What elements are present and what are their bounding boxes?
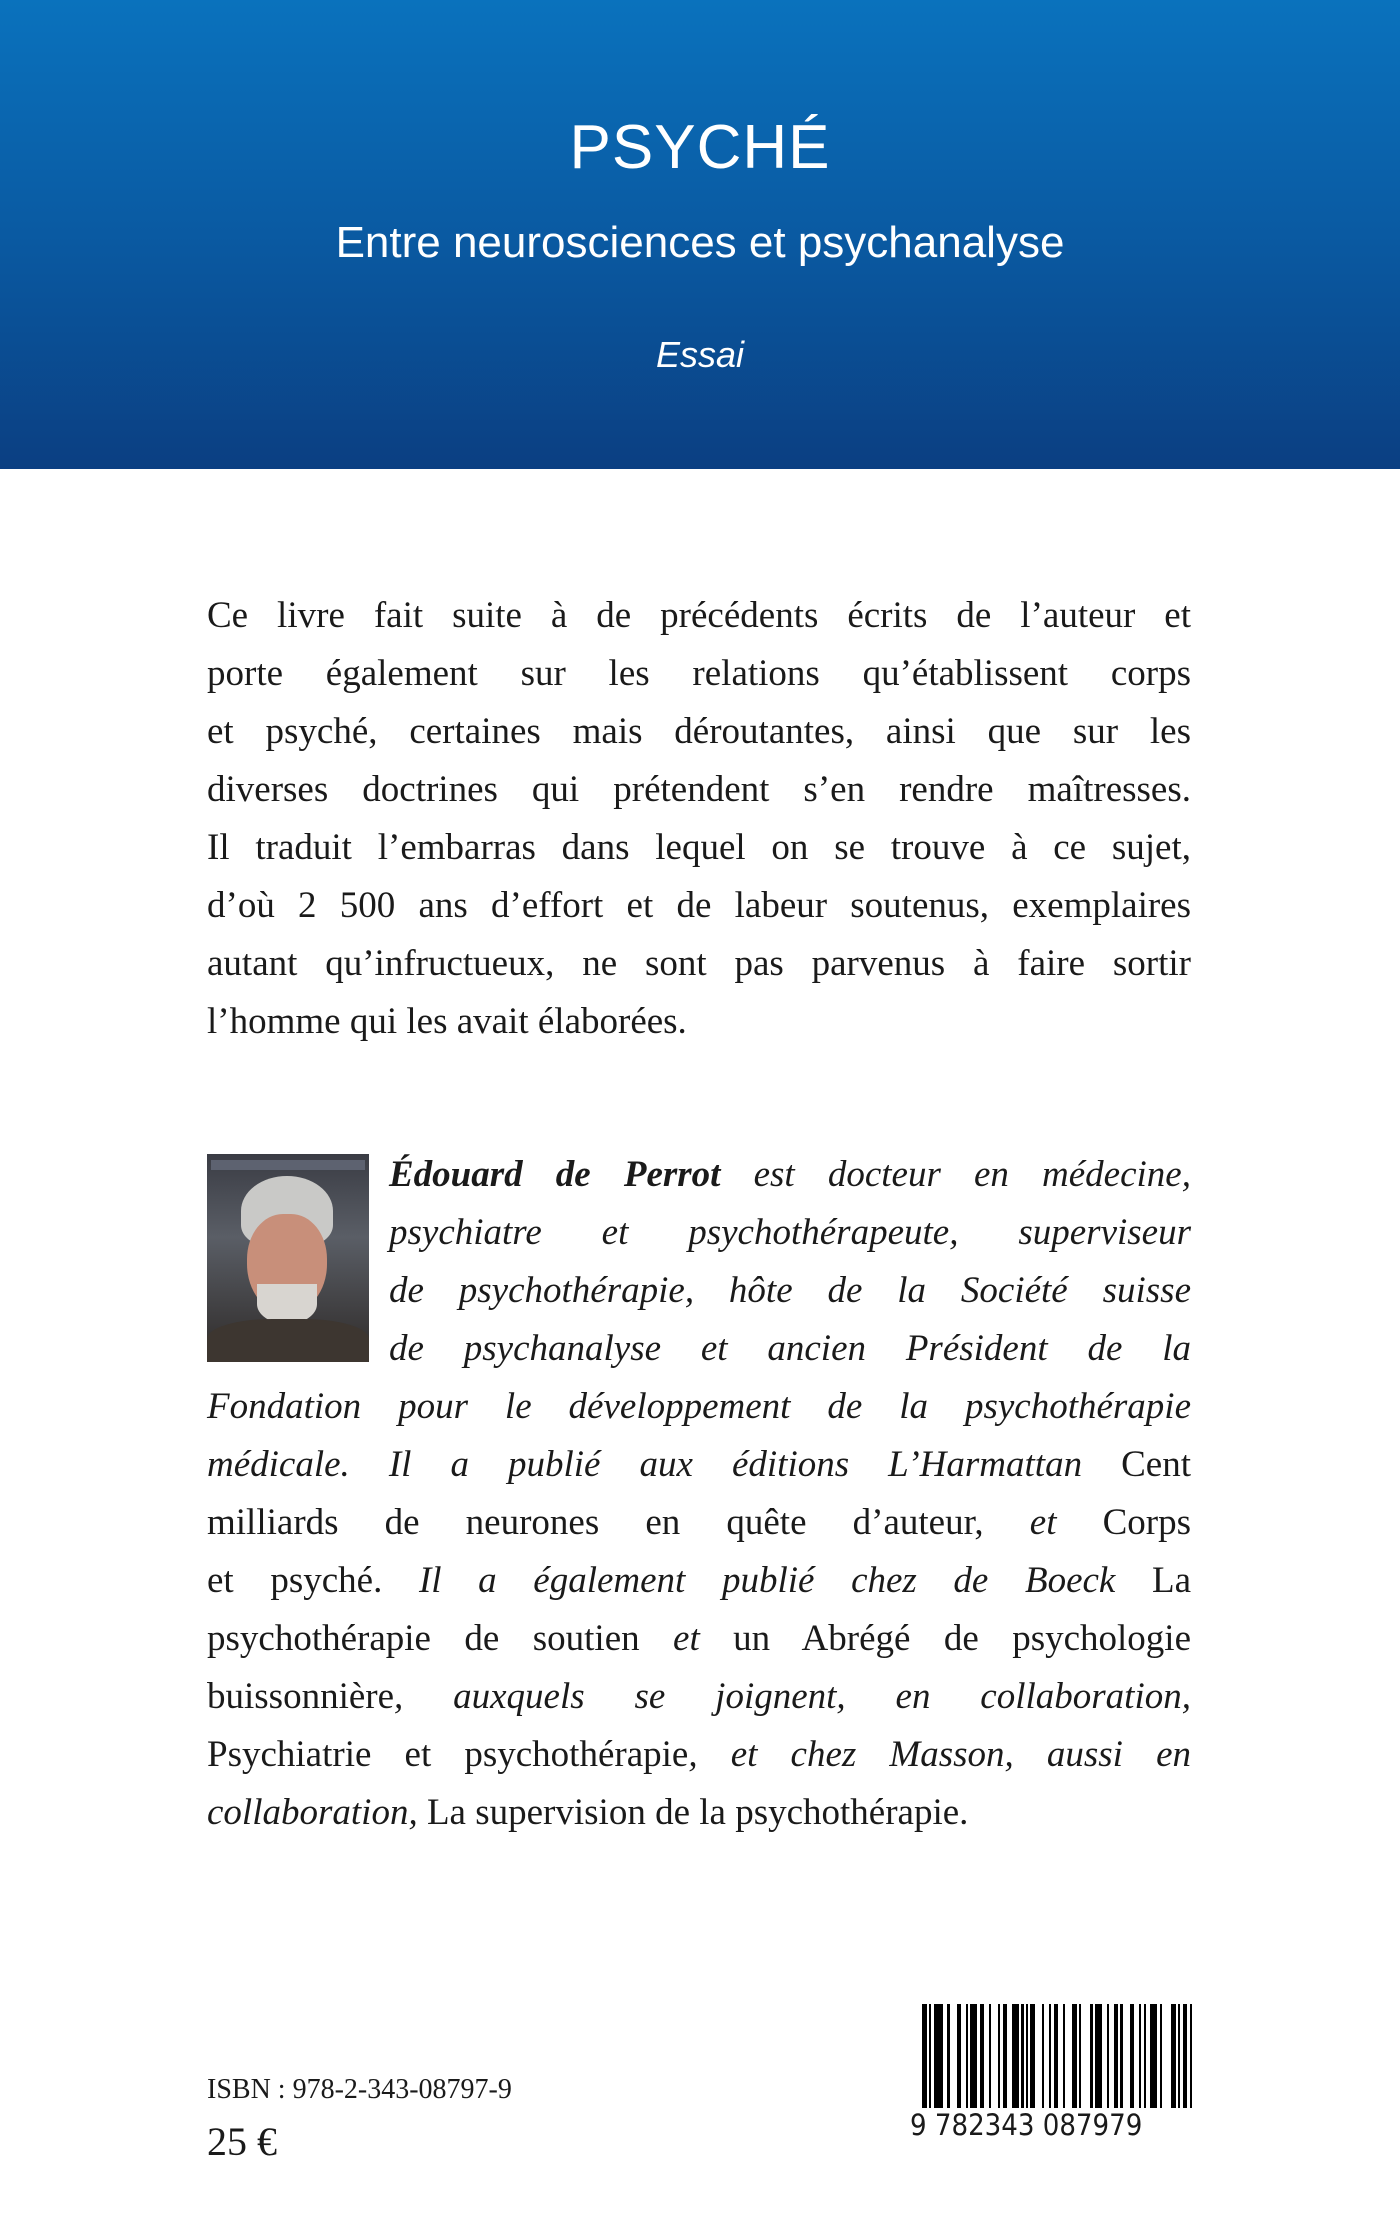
book-subtitle: Entre neurosciences et psychanalyse <box>335 218 1065 267</box>
barcode-bar <box>1130 2004 1135 2116</box>
bio-text-segment: et psyché. <box>207 1560 383 1601</box>
book-title: PSYCHÉ <box>569 113 831 182</box>
summary-line: Ce livre fait suite à de précédents écrits de l’auteur et <box>207 595 1191 636</box>
summary-line: l’homme qui les avait élaborées. <box>207 1001 687 1042</box>
bio-line <box>207 1610 1191 1668</box>
barcode-bars <box>922 2004 1192 2116</box>
bio-text-segment: , et chez Masson, aussi en <box>688 1734 1191 1775</box>
bio-text-segment: et <box>673 1618 700 1659</box>
barcode-bar <box>1012 2004 1019 2116</box>
barcode-bar <box>970 2004 977 2116</box>
barcode-bar <box>1144 2004 1146 2116</box>
barcode-bar <box>1021 2004 1023 2116</box>
bio-line <box>207 1552 1191 1610</box>
bio-line <box>389 1146 1191 1204</box>
bio-line <box>389 1262 1191 1320</box>
bio-text-segment: La <box>1115 1560 1191 1601</box>
bio-line <box>207 1436 1191 1494</box>
barcode-bar <box>980 2004 985 2116</box>
price-label: 25 € <box>207 2119 277 2164</box>
barcode-bar <box>1072 2004 1077 2116</box>
bio-text-segment: Il a également publié chez de Boeck <box>382 1560 1116 1601</box>
barcode-bar <box>966 2004 968 2116</box>
barcode-bar <box>1107 2004 1109 2116</box>
barcode-bar <box>947 2004 949 2116</box>
bio-text-segment: Psychiatrie et psychothérapie <box>207 1734 689 1775</box>
bio-line <box>207 1784 1191 1842</box>
bio-text-segment: Fondation pour le développement de la psychothérapie <box>207 1386 1191 1427</box>
book-genre: Essai <box>655 334 745 375</box>
summary-line: et psyché, certaines mais déroutantes, ainsi que sur les <box>207 711 1191 752</box>
barcode-bar <box>998 2004 1000 2116</box>
bio-text-segment: psychiatre et psychothérapeute, superviseur <box>389 1212 1191 1253</box>
barcode-bar <box>1079 2004 1081 2116</box>
barcode-bar <box>1095 2004 1102 2116</box>
bio-text-segment: buissonnière <box>207 1676 395 1717</box>
barcode-digits: 9 782343 087979 <box>910 2108 1195 2142</box>
bio-text-segment: milliards de neurones en quête d’auteur, <box>207 1502 984 1543</box>
summary-line: diverses doctrines qui prétendent s’en rendre maîtresses. <box>207 769 1191 810</box>
bio-text-segment: de psychanalyse et ancien Président de la <box>389 1328 1191 1369</box>
bio-line <box>389 1204 1191 1262</box>
summary-line: porte également sur les relations qu’établissent corps <box>207 653 1191 694</box>
author-bio-paragraph <box>207 1146 1191 1842</box>
barcode-bar <box>1054 2004 1059 2116</box>
bio-text-segment: Édouard de Perrot <box>389 1154 721 1195</box>
bio-text-segment: Corps <box>1056 1502 1191 1543</box>
barcode-bar <box>1090 2004 1092 2116</box>
barcode-bar <box>1150 2004 1157 2116</box>
barcode-bar <box>1042 2004 1044 2116</box>
bio-text-segment: psychothérapie de soutien <box>207 1618 674 1659</box>
summary-line: autant qu’infructueux, ne sont pas parvenus à faire sortir <box>207 943 1191 984</box>
bio-text-segment: La supervision de la psychothérapie. <box>417 1792 969 1833</box>
barcode-bar <box>1003 2004 1008 2116</box>
summary-paragraph <box>207 587 1191 1051</box>
bio-text-segment: et <box>983 1502 1057 1543</box>
bio-line <box>207 1378 1191 1436</box>
bio-text-segment: Cent <box>1082 1444 1191 1485</box>
cover-header-band <box>0 0 1400 469</box>
bio-text-segment: collaboration, <box>207 1792 418 1833</box>
barcode-bar <box>1026 2004 1028 2116</box>
bio-line <box>207 1726 1191 1784</box>
summary-line: d’où 2 500 ans d’effort et de labeur soutenus, exemplaires <box>207 885 1191 926</box>
barcode-bar <box>1139 2004 1141 2116</box>
barcode-bar <box>1183 2004 1188 2116</box>
barcode-bar <box>934 2004 943 2116</box>
barcode-bar <box>1063 2004 1065 2116</box>
bio-text-segment: , auxquels se joignent, en collaboration, <box>394 1676 1191 1717</box>
isbn-label: ISBN : 978-2-343-08797-9 <box>207 2074 512 2105</box>
barcode-bar <box>1171 2004 1176 2116</box>
barcode-bar <box>1030 2004 1035 2116</box>
barcode-bar <box>1178 2004 1180 2116</box>
barcode-bar <box>1120 2004 1122 2116</box>
barcode-bar <box>1114 2004 1119 2116</box>
bio-text-segment: de psychothérapie, hôte de la Société suisse <box>389 1270 1191 1311</box>
bio-line <box>389 1320 1191 1378</box>
barcode-bar <box>1049 2004 1051 2116</box>
bio-text-segment: un Abrégé de psychologie <box>699 1618 1191 1659</box>
barcode-bar <box>1190 2004 1192 2116</box>
barcode-bar <box>929 2004 931 2116</box>
barcode-bar <box>922 2004 927 2116</box>
bio-text-segment: est docteur en médecine, <box>720 1154 1191 1195</box>
barcode-bar <box>957 2004 962 2116</box>
bio-line <box>207 1494 1191 1552</box>
bio-line <box>207 1668 1191 1726</box>
barcode-bar <box>989 2004 991 2116</box>
summary-line: Il traduit l’embarras dans lequel on se trouve à ce sujet, <box>207 827 1191 868</box>
barcode <box>910 2004 1195 2144</box>
bio-text-segment: médicale. Il a publié aux éditions L’Harmattan <box>207 1444 1083 1485</box>
barcode-bar <box>1160 2004 1162 2116</box>
